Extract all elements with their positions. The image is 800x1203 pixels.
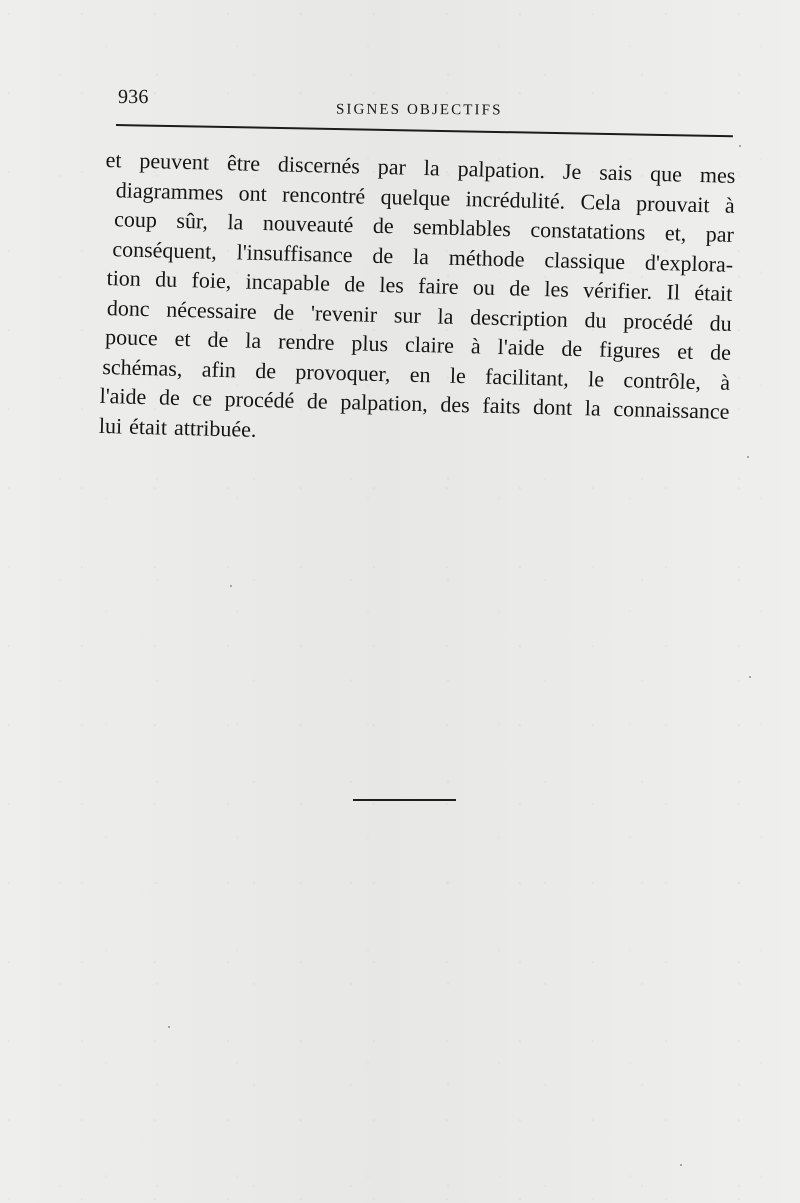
text-word: lui [98,412,123,438]
text-word: de [709,339,732,365]
text-word: incapable [245,268,331,296]
text-word: la [412,243,430,269]
text-word: et [676,338,694,364]
text-word: contrôle, [623,366,702,394]
text-word: d'explora- [644,249,734,277]
running-title: SIGNES OBJECTIFS [335,101,503,119]
paper-speck [749,676,751,678]
text-word: claire [404,331,455,358]
text-word: et [105,146,122,173]
section-end-rule [353,799,456,801]
text-word: plus [351,330,389,357]
text-word: de [207,326,229,353]
text-word: la [584,395,602,421]
text-word: et, [664,220,687,246]
text-word: quelque [380,183,451,211]
text-word: conséquent, [112,235,218,264]
text-word: ont [238,179,268,206]
text-word: provoquer, [295,358,391,386]
text-word: était [694,279,733,306]
text-word: le [449,362,467,388]
text-word: description [469,303,569,332]
text-word: prouvait [635,189,710,217]
text-word: que [649,160,683,187]
text-word: la [245,327,262,353]
text-word: être [226,150,261,176]
text-word: vérifier. [582,277,653,304]
body-paragraph [99,145,736,456]
text-word: dont [532,393,573,420]
text-word: à [720,369,731,395]
text-word: constatations [530,216,646,245]
text-word: foie, [191,267,232,294]
paper-speck [747,456,749,458]
text-word: donc [106,294,150,321]
text-word: discernés [277,151,361,179]
text-word: semblables [412,213,512,242]
text-word: de [273,298,295,325]
text-word: procédé [224,386,295,413]
text-word: de [158,384,181,410]
text-word: figures [598,336,661,364]
text-word: de [372,242,394,268]
text-word: l'aide [497,333,545,361]
page-number: 936 [117,85,149,109]
text-word: diagrammes [115,176,224,205]
text-word: du [584,306,607,333]
text-word: les [544,276,570,302]
text-word: rendre [277,328,335,355]
text-word: palpation. [457,155,546,184]
text-word: du [154,266,178,292]
text-word: la [423,155,441,181]
text-word: l'aide [99,382,147,410]
text-word: classique [544,246,626,274]
text-word: faire [417,272,459,299]
text-word: palpation, [340,389,429,417]
text-word: faits [482,392,521,419]
text-word: de [254,357,277,383]
text-word: 'revenir [310,299,378,327]
paper-speck [230,585,232,587]
text-word: pouce [104,324,158,351]
text-word: attribuée. [173,414,257,442]
text-word: afin [201,355,237,382]
text-word: mes [699,162,736,188]
text-word: sais [598,159,633,186]
text-word: schémas, [102,353,183,381]
text-word: par [377,153,407,180]
text-word: rencontré [281,180,366,209]
text-word: de [306,388,329,414]
text-word: de [508,275,531,301]
text-word: sûr, [176,207,209,234]
text-word: les [379,271,405,298]
text-word: nouveauté [262,210,354,238]
text-word: Cela [580,188,622,215]
text-word: en [409,361,431,387]
text-word: coup [113,206,158,233]
text-word: du [709,309,732,336]
text-word: de [561,335,583,362]
text-word: procédé [623,307,694,335]
header-rule [116,124,733,137]
text-word: à [470,333,482,359]
text-word: l'insuffisance [236,238,353,267]
text-word: méthode [448,244,525,272]
text-word: le [587,365,605,392]
text-word: de [343,271,366,297]
text-word: des [440,391,471,418]
paper-speck [168,1026,170,1028]
text-word: Je [562,158,582,185]
text-word: nécessaire [166,296,258,324]
text-word: était [128,413,168,440]
text-word: peuvent [139,147,210,175]
text-word: incrédulité. [465,185,566,214]
text-word: facilitant, [484,363,570,391]
text-word: Il [666,279,681,305]
text-word: connaissance [613,395,730,424]
text-word: ou [472,274,496,300]
paper-speck [680,1164,682,1166]
text-word: à [724,192,736,218]
text-word: par [705,221,735,247]
text-word: sur [393,301,422,328]
text-word: ce [192,385,213,411]
text-word: la [437,302,454,329]
text-word: et [174,325,191,352]
text-word: la [227,209,244,235]
paper-speck [739,145,741,147]
text-word: de [372,212,394,239]
text-word: tion [106,265,142,291]
